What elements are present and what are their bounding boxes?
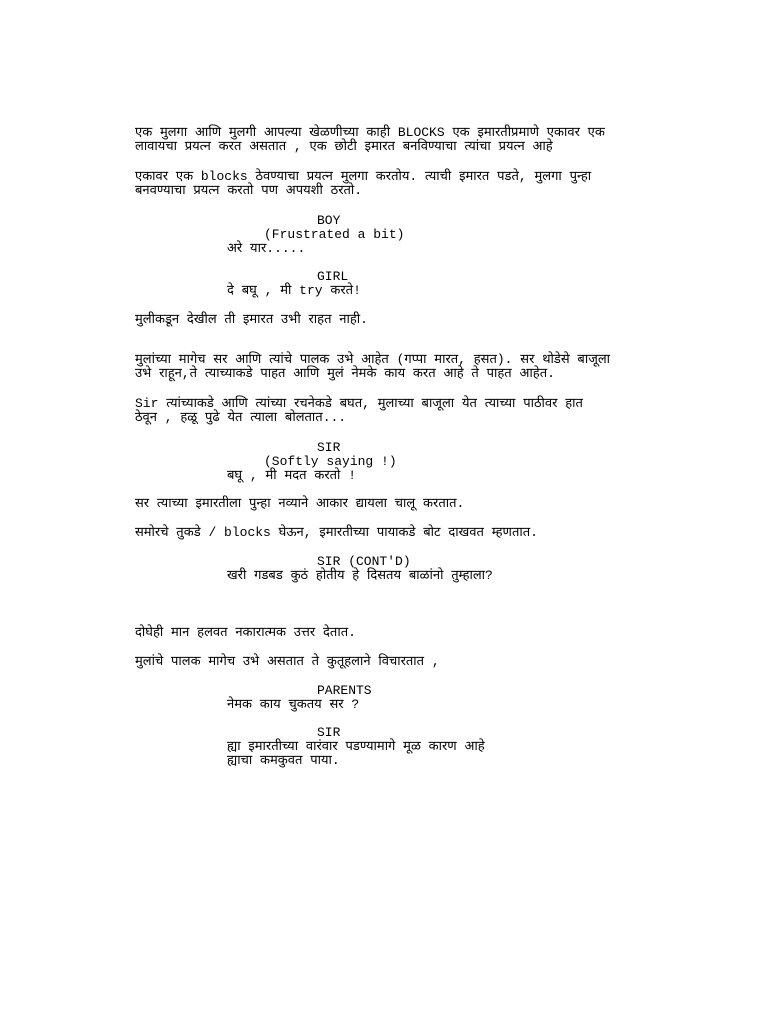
- character-name-girl: GIRL: [317, 269, 349, 284]
- action-block-intro: [135, 126, 605, 154]
- text-line: ठेवून , हळू पुढे येत त्याला बोलतात...: [135, 410, 347, 425]
- action-block-boy-tries: [135, 170, 591, 198]
- text-line: मुलीकडून देखील ती इमारत उभी राहत नाही.: [135, 312, 368, 327]
- action-block-sir-points: [135, 526, 538, 540]
- text-line: दोघेही मान हलवत नकारात्मक उत्तर देतात.: [135, 625, 356, 640]
- character-name-sir-contd: SIR (CONT'D): [317, 554, 411, 569]
- dialogue-sir-question: खरी गडबड कुठं होतीय हे दिसतय बाळांनो तुम्हाला?: [227, 568, 493, 583]
- text-line: लावायचा प्रयत्न करत असतात , एक छोटी इमारत बनविण्याचा त्यांचा प्रयत्न आहे: [135, 139, 553, 154]
- action-block-sir-approaches: [135, 397, 583, 425]
- action-block-children-shake-heads: [135, 626, 356, 640]
- parenthetical-sir: (Softly saying !): [264, 454, 397, 469]
- text-line: समोरचे तुकडे / blocks घेऊन, इमारतीच्या पायाकडे बोट दाखवत म्हणतात.: [135, 525, 538, 540]
- text-line: मुलांच्या मागेच सर आणि त्यांचे पालक उभे आहेत (गप्पा मारत, हसत). सर थोडेसे बाजूला: [135, 352, 611, 367]
- dialogue-parents: नेमक काय चुकतय सर ?: [227, 697, 360, 712]
- parenthetical-boy: (Frustrated a bit): [264, 227, 405, 242]
- text-line: एक मुलगा आणि मुलगी आपल्या खेळणीच्या काही BLOCKS एक इमारतीप्रमाणे एकावर एक: [135, 125, 605, 140]
- dialogue-boy: अरे यार.....: [227, 241, 306, 256]
- action-block-sir-rebuilds: [135, 497, 464, 511]
- action-block-sir-parents: [135, 353, 610, 381]
- text-line: बनवण्याचा प्रयत्न करतो पण अपयशी ठरतो.: [135, 183, 363, 198]
- character-name-sir: SIR: [317, 440, 341, 455]
- text-line: Sir त्यांच्याकडे आणि त्यांच्या रचनेकडे बघत, मुलाच्या बाजूला येत त्याच्या पाठीवर हात: [135, 396, 583, 411]
- character-name-parents: PARENTS: [317, 683, 372, 698]
- character-name-sir-final: SIR: [317, 725, 341, 740]
- text-line: ह्या इमारतीच्या वारंवार पडण्यामागे मूळ कारण आहे: [227, 739, 485, 754]
- dialogue-sir-answer: [227, 740, 485, 768]
- text-line: मुलांचे पालक मागेच उभे असतात ते कुतूहलाने विचारतात ,: [135, 654, 440, 669]
- action-block-parents-ask: [135, 655, 440, 669]
- text-line: ह्याचा कमकुवत पाया.: [227, 753, 340, 768]
- text-line: सर त्याच्या इमारतीला पुन्हा नव्याने आकार द्यायला चालू करतात.: [135, 496, 465, 511]
- dialogue-girl: दे बघू , मी try करते!: [227, 283, 361, 298]
- text-line: उभे राहून,ते त्याच्याकडे पाहत आणि मुलं नेमके काय करत आहे ते पाहत आहेत.: [135, 366, 555, 381]
- dialogue-sir-help: बघू , मी मदत करतो !: [227, 468, 357, 483]
- text-line: एकावर एक blocks ठेवण्याचा प्रयत्न मुलगा करतोय. त्याची इमारत पडते, मुलगा पुन्हा: [135, 169, 592, 184]
- character-name-boy: BOY: [317, 213, 341, 228]
- action-block-girl-fails: [135, 313, 368, 327]
